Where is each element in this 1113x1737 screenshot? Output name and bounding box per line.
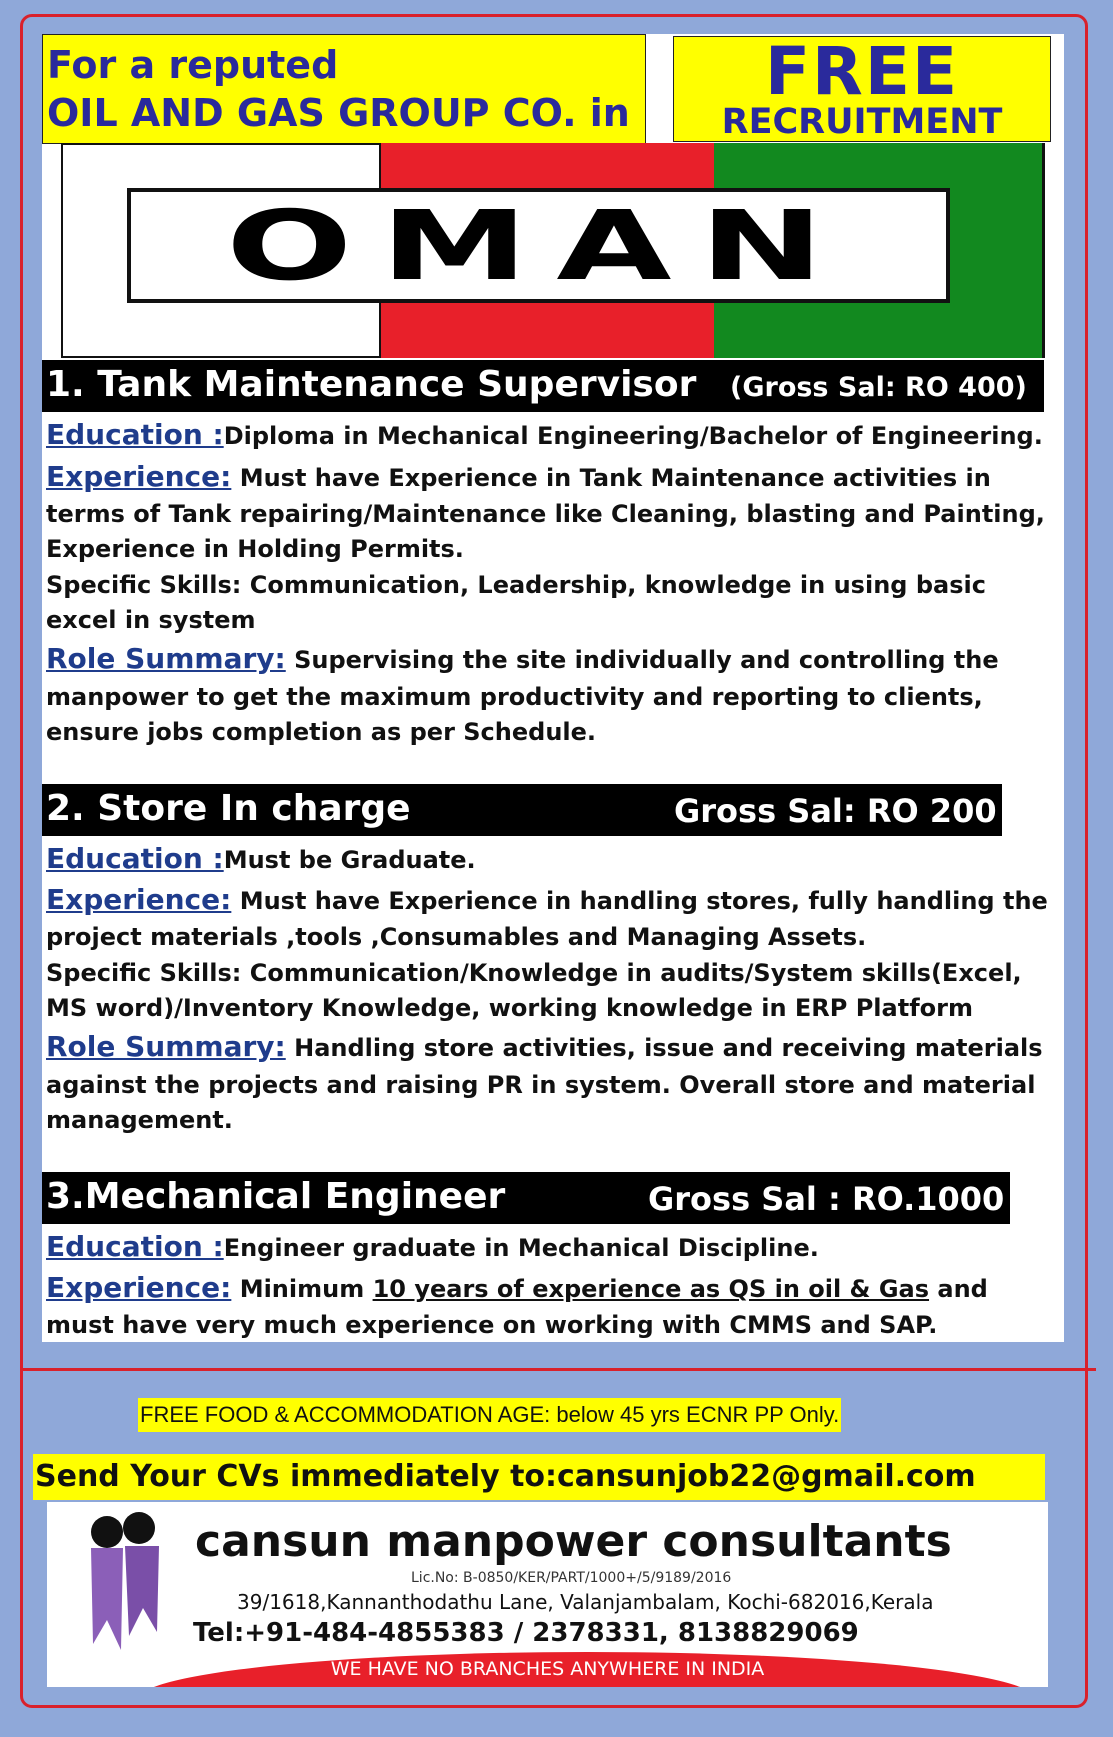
free-recruitment-box <box>673 33 1051 142</box>
education-line <box>46 1232 819 1263</box>
role-line: ensure jobs completion as per Schedule. <box>46 718 597 746</box>
role-line: against the projects and raising PR in system. Overall store and material <box>46 1071 1036 1099</box>
experience-line <box>46 885 1048 916</box>
job-salary: Gross Sal : RO.1000 <box>648 1180 1005 1218</box>
skills-line: excel in system <box>46 606 256 634</box>
role-text: Supervising the site individually and controlling the <box>285 646 999 674</box>
role-line: management. <box>46 1106 233 1134</box>
recruitment-label: RECRUITMENT <box>721 102 1003 142</box>
section-divider <box>20 1368 1096 1371</box>
education-text: Engineer graduate in Mechanical Discipline. <box>223 1234 819 1262</box>
company-license: Lic.No: B-0850/KER/PART/1000+/5/9189/2016 <box>411 1570 732 1586</box>
company-name: cansun manpower consultants <box>195 1516 952 1567</box>
company-phone: Tel:+91-484-4855383 / 2378331, 8138829069 <box>193 1618 859 1648</box>
skills-line: Specific Skills: Communication/Knowledge in audits/System skills(Excel, <box>46 959 1022 987</box>
header-line2: OIL AND GAS GROUP CO. in <box>47 91 630 135</box>
experience-line: Experience in Holding Permits. <box>46 535 464 563</box>
job-title-bar <box>42 360 1044 412</box>
job-salary: Gross Sal: RO 200 <box>674 792 997 830</box>
company-logo-icon <box>87 1512 169 1652</box>
header-company-box <box>42 34 646 144</box>
role-text: Handling store activities, issue and receiving materials <box>285 1034 1043 1062</box>
send-cv-banner: Send Your CVs immediately to:cansunjob22@gmail.com <box>33 1454 1045 1500</box>
header-line1: For a reputed <box>47 43 339 87</box>
job-title: 1. Tank Maintenance Supervisor <box>46 364 697 405</box>
education-label: Education : <box>46 1230 224 1263</box>
education-text: Diploma in Mechanical Engineering/Bachelor of Engineering. <box>223 422 1043 450</box>
country-box <box>127 188 950 303</box>
experience-text: Minimum <box>231 1275 373 1303</box>
experience-highlight: 10 years of experience as QS in oil & Gas <box>372 1275 930 1303</box>
role-line <box>46 644 999 675</box>
education-line <box>46 844 476 875</box>
company-card <box>47 1502 1048 1687</box>
no-branches-notice: WE HAVE NO BRANCHES ANYWHERE IN INDIA <box>330 1658 765 1680</box>
education-text: Must be Graduate. <box>223 846 476 874</box>
role-line <box>46 1032 1043 1063</box>
experience-line: must have very much experience on working with CMMS and SAP. <box>46 1311 938 1339</box>
experience-text: Must have Experience in Tank Maintenance activities in <box>231 464 991 492</box>
education-label: Education : <box>46 418 224 451</box>
job-salary: (Gross Sal: RO 400) <box>730 372 1027 403</box>
experience-label: Experience: <box>46 460 232 493</box>
job-title-bar <box>42 1172 1010 1224</box>
country-name: OMAN <box>225 189 852 302</box>
job-title: 2. Store In charge <box>46 788 411 829</box>
experience-line: project materials ,tools ,Consumables and Managing Assets. <box>46 923 867 951</box>
experience-line <box>46 1273 988 1304</box>
skills-line: Specific Skills: Communication, Leadership, knowledge in using basic <box>46 571 986 599</box>
company-address: 39/1618,Kannanthodathu Lane, Valanjambalam, Kochi-682016,Kerala <box>237 1590 934 1614</box>
job-title-bar <box>42 784 1002 836</box>
experience-text: and <box>929 1275 988 1303</box>
experience-line: terms of Tank repairing/Maintenance like Cleaning, blasting and Painting, <box>46 500 1045 528</box>
role-label: Role Summary: <box>46 1030 286 1063</box>
education-line <box>46 420 1043 451</box>
experience-line <box>46 462 991 493</box>
education-label: Education : <box>46 842 224 875</box>
benefits-banner: FREE FOOD & ACCOMMODATION AGE: below 45 yrs ECNR PP Only. <box>138 1398 841 1432</box>
experience-label: Experience: <box>46 883 232 916</box>
free-label: FREE <box>764 33 960 110</box>
experience-label: Experience: <box>46 1271 232 1304</box>
experience-text: Must have Experience in handling stores, fully handling the <box>231 887 1048 915</box>
role-line: manpower to get the maximum productivity and reporting to clients, <box>46 683 983 711</box>
job-title: 3.Mechanical Engineer <box>46 1176 506 1217</box>
skills-line: MS word)/Inventory Knowledge, working knowledge in ERP Platform <box>46 994 973 1022</box>
role-label: Role Summary: <box>46 642 286 675</box>
